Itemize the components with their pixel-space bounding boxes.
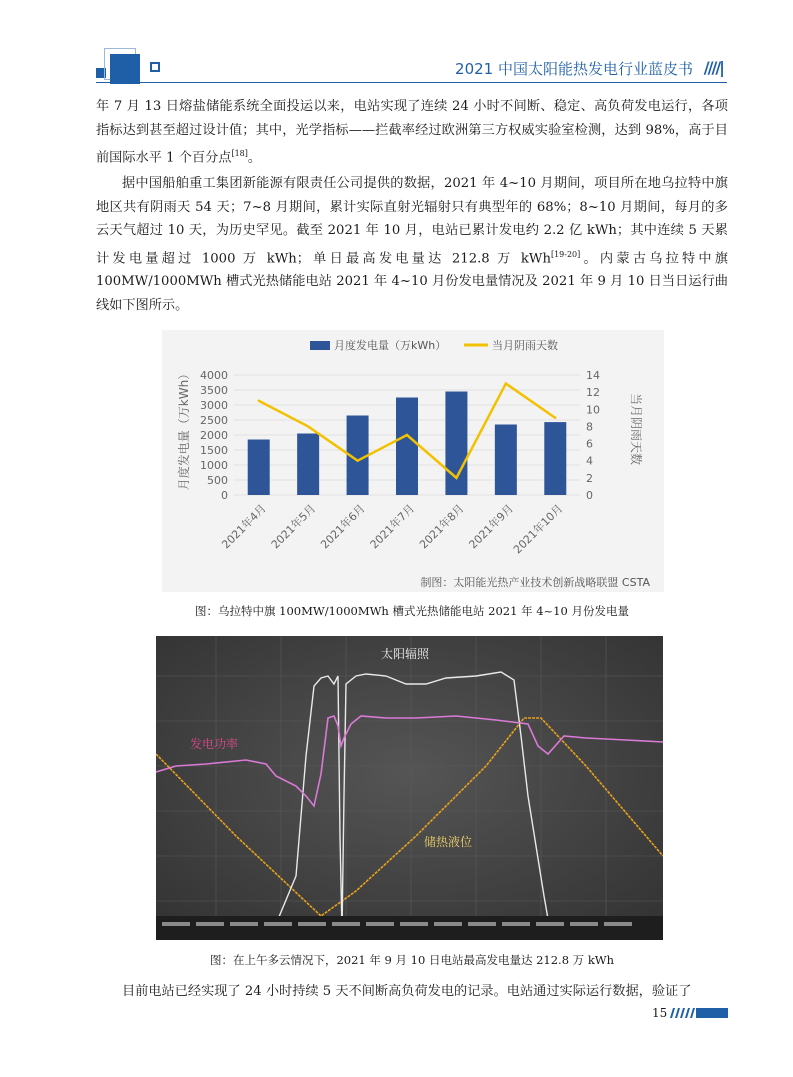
header-slash-icon: ////| [703,58,723,77]
y2-tick-label: 4 [586,454,593,468]
line-point [406,434,408,436]
y-tick-label: 3000 [200,399,228,412]
paragraph-2: 据中国船舶重工集团新能源有限责任公司提供的数据，2021 年 4~10 月期间，项目所在地乌拉特中旗地区共有阴雨天 54 天；7~8 月期间，累计实际直射光辐射只有典型年的 68%；8~10 月期间，每月的多云天气超过 10 天，为历史罕见。截至 2021 年 10 月，电站已累计发电约 2.2 亿 kWh；其中连续 5 天累计发电量超过 1000 万 kWh；单日最高发电量达 212.8 万 kWh[19-20]。内蒙古乌拉特中旗 100MW/1000MWh 槽式光热储能电站 2021 年 4~10 月份发电量情况及 2021 年 9 月 10 日当日运行曲线如下图所示。 [96,176,728,313]
line-point [505,382,507,384]
y-tick-label: 2500 [200,414,228,427]
line-point [356,460,358,462]
x-tick-label: 2021年4月 [219,501,269,552]
y-tick-label: 4000 [200,369,228,382]
legend-bar-swatch [310,341,330,350]
chart-source: 制图：太阳能光热产业技术创新战略联盟 CSTA [420,576,650,589]
figure-2-caption: 图：在上午多云情况下，2021 年 9 月 10 日电站最高发电量达 212.8 万 kWh [209,953,615,967]
paragraph-1: 年 7 月 13 日熔盐储能系统全面投运以来，电站实现了连续 24 小时不间断、稳定、高负荷发电运行，各项指标达到甚至超过设计值；其中，光学指标——拦截率经过欧洲第三方权威实验室检测，达到 98%，高于目前国际水平 1 个百分点[18]。 [96,99,728,166]
paragraph-3: 目前电站已经实现了 24 小时持续 5 天不间断高负荷发电的记录。电站通过实际运行数据，验证了 [122,984,692,999]
bar [495,425,517,496]
y-axis-title: 月度发电量（万kWh） [177,367,191,491]
y2-tick-label: 8 [586,420,593,434]
legend-line-label: 当月阴雨天数 [492,339,558,352]
chart-figure [162,330,664,592]
operation-curve-photo [156,636,663,940]
monthly-generation-chart [162,330,664,592]
storage-level-label: 储热液位 [424,835,473,849]
y2-tick-label: 14 [586,369,600,382]
legend-bar-label: 月度发电量（万kWh） [334,339,447,352]
power-label: 发电功率 [190,737,239,751]
x-tick-label: 2021年7月 [367,501,418,552]
line-point [554,417,556,419]
x-tick-label: 2021年10月 [510,501,566,557]
x-tick-label: 2021年6月 [318,501,368,552]
line-point [455,477,457,479]
y2-tick-label: 2 [586,471,593,485]
y-tick-label: 1000 [200,459,228,472]
y2-tick-label: 10 [586,403,600,417]
page-number: 15 [652,1006,668,1020]
bar [396,398,418,496]
header-rule [96,82,727,83]
irradiance-label: 太阳辐照 [381,647,430,661]
bar [544,422,566,495]
y-tick-label: 500 [207,474,228,487]
y-tick-label: 3500 [200,384,228,397]
bar [297,434,319,496]
y-tick-label: 0 [221,489,228,502]
line-point [307,425,309,427]
y2-tick-label: 0 [586,489,593,502]
y2-tick-label: 12 [586,386,600,400]
x-tick-label: 2021年5月 [268,501,319,552]
page-stripe-icon [670,1008,728,1018]
bar [248,440,270,496]
header-title: 2021 中国太阳能热发电行业蓝皮书 [455,60,693,78]
figure-1-caption: 图：乌拉特中旗 100MW/1000MWh 槽式光热储能电站 2021 年 4~10 月份发电量 [195,604,629,618]
y2-tick-label: 6 [586,437,593,451]
y-tick-label: 1500 [200,444,228,457]
y2-axis-title: 当月阴雨天数 [629,392,643,466]
y-tick-label: 2000 [200,429,228,442]
x-tick-label: 2021年8月 [417,501,467,552]
x-tick-label: 2021年9月 [466,501,516,552]
line-point [258,400,260,402]
